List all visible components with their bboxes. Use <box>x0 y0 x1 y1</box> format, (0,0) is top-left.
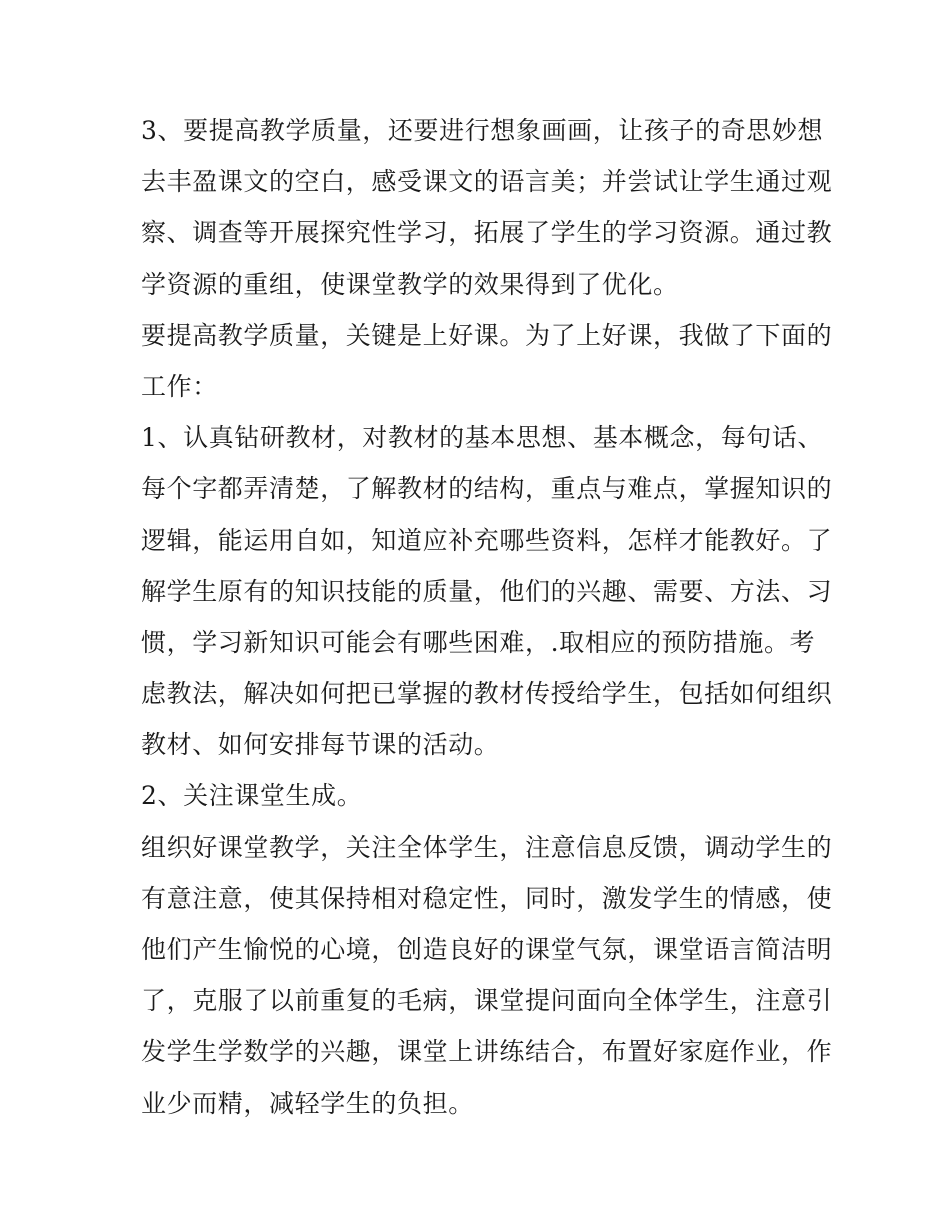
text-line: 有意注意，使其保持相对稳定性，同时，激发学生的情感，使 <box>141 883 833 913</box>
text-line: 教材、如何安排每节课的活动。 <box>141 730 500 760</box>
text-line: 要提高教学质量，关键是上好课。为了上好课，我做了下面的 <box>141 320 833 350</box>
text-line: 每个字都弄清楚，了解教材的结构，重点与难点，掌握知识的 <box>141 474 833 504</box>
text-line: 察、调查等开展探究性学习，拓展了学生的学习资源。通过教 <box>141 218 833 248</box>
text-line: 工作： <box>141 371 218 401</box>
text-line: 组织好课堂教学，关注全体学生，注意信息反馈，调动学生的 <box>141 832 833 862</box>
text-line: 2、关注课堂生成。 <box>141 781 363 811</box>
text-line: 惯，学习新知识可能会有哪些困难，.取相应的预防措施。考 <box>141 627 816 657</box>
text-line: 逻辑，能运用自如，知道应补充哪些资料，怎样才能教好。了 <box>141 525 833 555</box>
text-line: 3、要提高教学质量，还要进行想象画画，让孩子的奇思妙想 <box>141 116 824 145</box>
document-body <box>141 105 833 1129</box>
text-line: 虑教法，解决如何把已掌握的教材传授给学生，包括如何组织 <box>141 679 833 709</box>
text-line: 解学生原有的知识技能的质量，他们的兴趣、需要、方法、习 <box>141 576 833 606</box>
text-line: 发学生学数学的兴趣，课堂上讲练结合，布置好家庭作业，作 <box>141 1037 833 1067</box>
text-line: 他们产生愉悦的心境，创造良好的课堂气氛，课堂语言简洁明 <box>141 935 833 964</box>
text-line: 学资源的重组，使课堂教学的效果得到了优化。 <box>141 269 679 299</box>
text-line: 业少而精，减轻学生的负担。 <box>141 1088 474 1118</box>
text-line: 去丰盈课文的空白，感受课文的语言美；并尝试让学生通过观 <box>141 167 833 197</box>
text-line: 了，克服了以前重复的毛病，课堂提问面向全体学生，注意引 <box>141 986 833 1016</box>
text-line: 1、认真钻研教材，对教材的基本思想、基本概念，每句话、 <box>141 423 824 453</box>
